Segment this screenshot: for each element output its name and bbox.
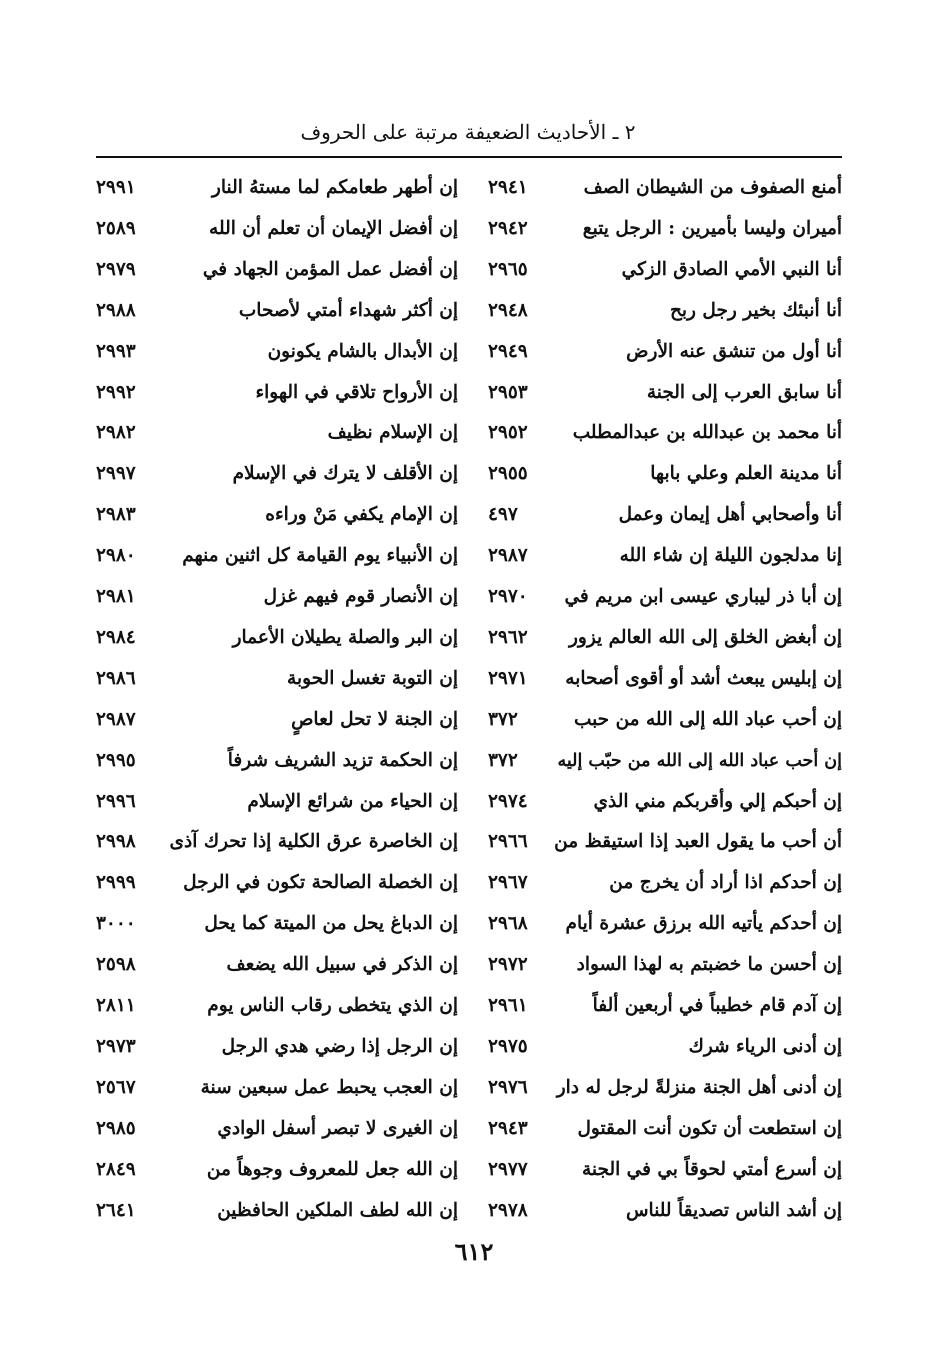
hadith-title: أنا مدينة العلم وعلي بابها [650, 463, 842, 485]
hadith-number: ٢٩٩٣ [96, 340, 136, 362]
hadith-number: ٢٩٦٢ [488, 626, 528, 648]
right-column-entry [488, 536, 842, 576]
left-column-entry [96, 1150, 458, 1190]
hadith-title: أنا النبي الأمي الصادق الزكي [621, 258, 842, 280]
hadith-title: إن أحسن ما خضبتم به لهذا السواد [576, 954, 842, 976]
hadith-number: ٢٩٤٩ [488, 340, 528, 362]
hadith-number: ٢٩٩٩ [96, 872, 136, 894]
hadith-number: ٢٩٨٣ [96, 504, 136, 526]
right-column-entry [488, 495, 842, 535]
hadith-number: ٢٩٨١ [96, 586, 136, 607]
right-column-entry [488, 250, 842, 290]
hadith-title: إن العجب يحبط عمل سبعين سنة [200, 1076, 458, 1098]
hadith-title: إن أطهر طعامكم لما مستهُ النار [211, 177, 458, 198]
left-column-entry [96, 782, 458, 822]
page-header: ٢ ـ الأحاديث الضعيفة مرتبة على الحروف [300, 120, 636, 144]
left-column-entry [96, 250, 458, 290]
page-number: ٦١٢ [454, 1237, 494, 1266]
hadith-title: إن استطعت أن تكون أنت المقتول [577, 1117, 842, 1139]
hadith-number: ٢٩٥٢ [488, 422, 528, 444]
hadith-number: ٢٩٨٢ [96, 422, 136, 444]
right-column-entry [488, 822, 842, 862]
left-column-entry [96, 332, 458, 372]
hadith-title: إن أكثر شهداء أمتي لأصحاب [238, 299, 458, 321]
right-column-entry [488, 782, 842, 822]
left-column-entry [96, 454, 458, 494]
hadith-number: ٢٩٧٣ [96, 1035, 136, 1057]
hadith-title: إن الأنبياء يوم القيامة كل اثنين منهم [182, 545, 458, 567]
right-column-entry [488, 1191, 842, 1231]
hadith-number: ٢٩٧٦ [488, 1076, 528, 1098]
hadith-number: ٢٩٩٧ [96, 463, 136, 485]
hadith-title: أميران وليسا بأميرين : الرجل يتبع [582, 217, 842, 239]
left-column-entry [96, 1109, 458, 1149]
hadith-title: إن الحياء من شرائع الإسلام [247, 790, 458, 812]
left-column-entry [96, 741, 458, 781]
left-column-entry [96, 577, 458, 617]
hadith-title: إن الإمام يكفي مَنْ وراءه [265, 504, 458, 526]
hadith-title: إن الله لطف الملكين الحافظين [217, 1199, 458, 1221]
right-column-entry [488, 863, 842, 903]
left-column [96, 168, 458, 1232]
hadith-number: ٢٨٤٩ [96, 1158, 136, 1180]
hadith-title: أمنع الصفوف من الشيطان الصف [583, 177, 842, 198]
right-column-entry [488, 1027, 842, 1067]
left-column-entry [96, 1068, 458, 1108]
hadith-number: ٢٩٦٦ [488, 831, 528, 853]
hadith-number: ٤٩٧ [488, 504, 518, 526]
hadith-number: ٣٧٢ [488, 708, 518, 730]
hadith-title: إن أدنى الرياء شرك [688, 1035, 842, 1057]
hadith-number: ٢٩٧٤ [488, 790, 528, 812]
right-column-entry [488, 741, 842, 781]
hadith-number: ٢٩٨٠ [96, 545, 136, 567]
header-divider [96, 156, 842, 158]
hadith-title: إن الأنصار قوم فيهم غزل [263, 586, 458, 607]
hadith-number: ٣٧٢ [488, 749, 518, 771]
right-column-entry [488, 945, 842, 985]
left-column-entry [96, 413, 458, 453]
right-column-entry [488, 1150, 842, 1190]
hadith-title: إن أفضل الإيمان أن تعلم أن الله [209, 217, 458, 239]
hadith-number: ٢٩٧٨ [488, 1199, 528, 1221]
right-column-entry [488, 986, 842, 1026]
hadith-number: ٢٩٧٧ [488, 1158, 528, 1180]
hadith-number: ٢٥٩٨ [96, 954, 136, 976]
hadith-title: إن أدنى أهل الجنة منزلةً لرجل له دار [556, 1076, 842, 1098]
hadith-number: ٢٩٤٨ [488, 299, 528, 321]
hadith-title: إن الله جعل للمعروف وجوهاً من [206, 1158, 458, 1180]
hadith-title: أنا سابق العرب إلى الجنة [646, 381, 842, 403]
left-column-entry [96, 1191, 458, 1231]
right-column-entry [488, 373, 842, 413]
left-column-entry [96, 291, 458, 331]
hadith-title: إن الرجل إذا رضي هدي الرجل [221, 1035, 458, 1057]
left-column-entry [96, 945, 458, 985]
hadith-title: إن الخصلة الصالحة تكون في الرجل [183, 872, 458, 894]
hadith-title: إن الأرواح تلاقي في الهواء [255, 381, 458, 403]
hadith-number: ٢٩٥٣ [488, 381, 528, 403]
right-column-entry [488, 618, 842, 658]
hadith-title: أنا وأصحابي أهل إيمان وعمل [618, 504, 842, 526]
hadith-number: ٢٩٨٧ [96, 708, 136, 730]
hadith-number: ٢٩٩٨ [96, 831, 136, 853]
hadith-title: إن الجنة لا تحل لعاصٍ [291, 708, 458, 730]
hadith-title: إن إبليس يبعث أشد أو أقوى أصحابه [565, 667, 842, 689]
hadith-title: إن أبا ذر ليباري عيسى ابن مريم في [564, 586, 842, 607]
hadith-number: ٢٩٨٧ [488, 545, 528, 567]
hadith-number: ٢٩٧٥ [488, 1035, 528, 1057]
right-column-entry [488, 332, 842, 372]
hadith-number: ٢٩٧١ [488, 667, 528, 689]
left-column-entry [96, 618, 458, 658]
right-column-entry [488, 1109, 842, 1149]
hadith-title: إن أحب عباد الله إلى الله من حبب [573, 708, 842, 730]
left-column-entry [96, 659, 458, 699]
hadith-number: ٢٩٦٥ [488, 258, 528, 280]
hadith-title: أن أحب ما يقول العبد إذا استيقظ من [554, 831, 842, 853]
hadith-title: إن الغيرى لا تبصر أسفل الوادي [217, 1117, 458, 1139]
right-column-entry [488, 454, 842, 494]
left-column-entry [96, 1027, 458, 1067]
hadith-title: إن أبغض الخلق إلى الله العالم يزور [568, 626, 842, 648]
hadith-number: ٢٩٦٨ [488, 913, 528, 935]
hadith-title: إن أحب عباد الله إلى الله من حبّب إليه [557, 750, 842, 771]
right-column-entry [488, 168, 842, 208]
hadith-title: إن الحكمة تزيد الشريف شرفاً [227, 749, 458, 771]
hadith-title: إن الأقلف لا يترك في الإسلام [232, 463, 458, 485]
hadith-number: ٢٩٩٥ [96, 749, 136, 771]
left-column-entry [96, 373, 458, 413]
hadith-title: إن الأبدال بالشام يكونون [267, 340, 458, 362]
hadith-title: أنا محمد بن عبدالله بن عبدالمطلب [572, 422, 842, 444]
hadith-number: ٢٥٨٩ [96, 217, 136, 239]
right-column-entry [488, 700, 842, 740]
left-column-entry [96, 209, 458, 249]
right-column-entry [488, 291, 842, 331]
left-column-entry [96, 863, 458, 903]
hadith-title: إن الذي يتخطى رقاب الناس يوم [207, 995, 458, 1016]
left-column-entry [96, 904, 458, 944]
hadith-number: ٢٩٩١ [96, 177, 136, 198]
right-column-entry [488, 1068, 842, 1108]
hadith-number: ٢٩٤٢ [488, 217, 528, 239]
hadith-title: إن الذكر في سبيل الله يضعف [226, 954, 458, 976]
right-column-entry [488, 904, 842, 944]
left-column-entry [96, 495, 458, 535]
right-column-entry [488, 659, 842, 699]
left-column-entry [96, 986, 458, 1026]
hadith-title: إن أشد الناس تصديقاً للناس [625, 1199, 842, 1221]
hadith-title: إن التوبة تغسل الحوبة [287, 667, 458, 689]
hadith-number: ٣٠٠٠ [96, 913, 136, 935]
hadith-title: أنا أول من تنشق عنه الأرض [626, 340, 842, 362]
left-column-entry [96, 822, 458, 862]
hadith-title: إن الدباغ يحل من الميتة كما يحل [204, 913, 458, 935]
hadith-number: ٢٩٩٢ [96, 381, 136, 403]
hadith-number: ٢٩٧٢ [488, 954, 528, 976]
hadith-title: إن أسرع أمتي لحوقاً بي في الجنة [582, 1158, 842, 1180]
right-column [488, 168, 842, 1232]
right-column-entry [488, 413, 842, 453]
hadith-number: ٢٨١١ [96, 995, 136, 1016]
hadith-number: ٢٥٦٧ [96, 1076, 136, 1098]
hadith-number: ٢٩٤١ [488, 177, 528, 198]
hadith-number: ٢٩٨٥ [96, 1117, 136, 1139]
hadith-title: إن أحدكم اذا أراد أن يخرج من [609, 872, 842, 894]
hadith-number: ٢٩٤٣ [488, 1117, 528, 1139]
left-column-entry [96, 168, 458, 208]
hadith-number: ٢٩٨٨ [96, 299, 136, 321]
hadith-number: ٢٦٤١ [96, 1199, 136, 1221]
hadith-number: ٢٩٦٧ [488, 872, 528, 894]
hadith-title: إن الإسلام نظيف [327, 422, 458, 444]
hadith-title: إن البر والصلة يطيلان الأعمار [232, 626, 458, 648]
hadith-title: إن الخاصرة عرق الكلية إذا تحرك آذى [169, 831, 458, 853]
hadith-number: ٢٩٥٥ [488, 463, 528, 485]
right-column-entry [488, 577, 842, 617]
hadith-number: ٢٩٨٤ [96, 626, 136, 648]
hadith-number: ٢٩٩٦ [96, 790, 136, 812]
hadith-title: إنا مدلجون الليلة إن شاء الله [619, 545, 842, 567]
hadith-title: إن أحبكم إلي وأقربكم مني الذي [593, 790, 842, 812]
hadith-title: إن آدم قام خطيباً في أربعين ألفاً [592, 995, 842, 1016]
right-column-entry [488, 209, 842, 249]
hadith-number: ٢٩٨٦ [96, 667, 136, 689]
left-column-entry [96, 700, 458, 740]
hadith-number: ٢٩٦١ [488, 995, 528, 1016]
left-column-entry [96, 536, 458, 576]
hadith-title: إن أحدكم يأتيه الله برزق عشرة أيام [565, 913, 842, 935]
hadith-title: أنا أنبئك بخير رجل ربح [669, 299, 842, 321]
hadith-number: ٢٩٧٠ [488, 586, 528, 607]
hadith-number: ٢٩٧٩ [96, 258, 136, 280]
hadith-title: إن أفضل عمل المؤمن الجهاد في [202, 258, 458, 280]
